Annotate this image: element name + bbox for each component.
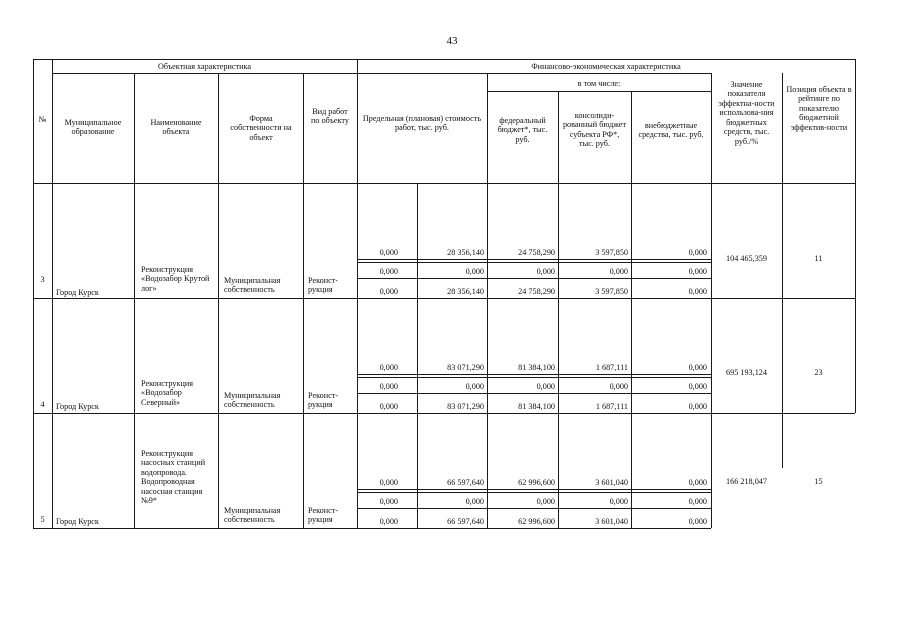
cell-value: 3 597,850 <box>595 287 628 296</box>
cell-value: 66 597,640 <box>447 517 484 526</box>
col-divider <box>631 91 632 528</box>
cell-value: 1 687,111 <box>595 363 628 372</box>
cell-value: 0,000 <box>609 382 628 391</box>
cell-value: 0,000 <box>379 267 398 276</box>
row-municipality: Город Курск <box>56 288 99 297</box>
cell-value: 81 384,100 <box>518 402 555 411</box>
cell-value: 0,000 <box>465 267 484 276</box>
cell-value: 0,000 <box>609 267 628 276</box>
row-rank: 15 <box>814 477 823 486</box>
col-divider <box>782 298 783 413</box>
column-header-offbudget: внебюджетные средства, тыс. руб. <box>638 121 704 140</box>
subrow-divider <box>357 508 711 509</box>
cell-value: 0,000 <box>536 382 555 391</box>
subrow-divider <box>357 374 711 375</box>
col-divider <box>558 91 559 528</box>
subrow-divider <box>357 489 711 490</box>
column-header-work-type: Вид работ по объекту <box>311 107 349 126</box>
cell-value: 0,000 <box>379 382 398 391</box>
col-divider <box>52 59 53 528</box>
row-rank: 23 <box>814 368 823 377</box>
subrow-divider <box>357 377 711 378</box>
cell-value: 0,000 <box>688 517 707 526</box>
row-efficiency: 104 465,359 <box>726 254 767 263</box>
group-header-divider <box>52 73 711 74</box>
cell-value: 0,000 <box>688 497 707 506</box>
cell-value: 0,000 <box>379 497 398 506</box>
subrow-divider <box>357 492 711 493</box>
cell-value: 3 597,850 <box>595 248 628 257</box>
row-num: 4 <box>40 400 45 409</box>
cell-value: 1 687,111 <box>595 402 628 411</box>
column-header-num: № <box>38 115 47 124</box>
table-border-right <box>855 59 856 413</box>
cell-value: 28 356,140 <box>447 287 484 296</box>
including-divider <box>487 91 711 92</box>
row-efficiency: 695 193,124 <box>726 368 767 377</box>
row-work-type: Реконст-рукция <box>308 276 339 295</box>
cell-value: 0,000 <box>379 363 398 372</box>
row-work-type: Реконст-рукция <box>308 506 339 525</box>
column-header-efficiency: Значение показателя эффектна-ности использова-ния бюджетных средств, тыс. руб./% <box>718 80 775 146</box>
table-border-left <box>33 59 34 528</box>
cell-value: 0,000 <box>379 402 398 411</box>
group-header-finance: Финансово-экономическая характеристика <box>531 62 681 71</box>
column-header-planned-cost: Предельная (плановая) стоимость работ, тыс. руб. <box>362 114 482 133</box>
cell-value: 66 597,640 <box>447 478 484 487</box>
row-work-type: Реконст-рукция <box>308 391 339 410</box>
cell-value: 24 758,290 <box>518 287 555 296</box>
cell-value: 62 996,600 <box>518 517 555 526</box>
cell-value: 0,000 <box>688 267 707 276</box>
cell-value: 0,000 <box>688 402 707 411</box>
cell-value: 0,000 <box>379 287 398 296</box>
cell-value: 0,000 <box>688 248 707 257</box>
row-num: 5 <box>40 515 45 524</box>
col-divider <box>487 73 488 528</box>
header-bottom <box>33 183 855 184</box>
group-header-including: в том числе: <box>577 79 621 88</box>
cell-value: 3 601,040 <box>595 517 628 526</box>
row-divider <box>33 413 855 414</box>
group-header-object: Объектная характеристика <box>157 62 251 71</box>
cell-value: 83 071,290 <box>447 363 484 372</box>
column-header-regional: консолиди-рованный бюджет субъекта РФ*, тыс. руб. <box>562 111 627 149</box>
cell-value: 83 071,290 <box>447 402 484 411</box>
cell-value: 0,000 <box>536 497 555 506</box>
subrow-divider <box>357 262 711 263</box>
col-divider <box>417 183 418 528</box>
cell-value: 24 758,290 <box>518 248 555 257</box>
row-ownership: Муниципальная собственность <box>224 391 281 410</box>
row-divider <box>33 298 855 299</box>
page-number: 43 <box>446 35 458 47</box>
row-efficiency: 166 218,047 <box>726 477 767 486</box>
cell-value: 0,000 <box>379 478 398 487</box>
cell-value: 3 601,040 <box>595 478 628 487</box>
row-ownership: Муниципальная собственность <box>224 506 281 525</box>
row-object-name: Реконструкция насосных станций водопровода. Водопроводная насосная станция №9* <box>141 449 206 506</box>
column-header-rank: Позиция объекта в рейтинге по показателю бюджетной эффектив-ности <box>786 85 852 132</box>
cell-value: 0,000 <box>688 478 707 487</box>
col-divider <box>782 413 783 468</box>
row-ownership: Муниципальная собственность <box>224 276 281 295</box>
column-header-federal: федеральный бюджет*, тыс. руб. <box>497 116 548 144</box>
row-num: 3 <box>40 275 45 284</box>
cell-value: 0,000 <box>379 248 398 257</box>
column-header-object-name: Наименование объекта <box>150 118 202 137</box>
col-divider <box>218 73 219 528</box>
table-border-top <box>33 59 855 60</box>
cell-value: 28 356,140 <box>447 248 484 257</box>
cell-value: 62 996,600 <box>518 478 555 487</box>
col-divider <box>134 73 135 528</box>
col-divider <box>303 73 304 528</box>
cell-value: 0,000 <box>536 267 555 276</box>
col-divider <box>711 73 712 528</box>
row-municipality: Город Курск <box>56 402 99 411</box>
cell-value: 0,000 <box>379 517 398 526</box>
col-divider <box>782 73 783 298</box>
cell-value: 0,000 <box>609 497 628 506</box>
row-rank: 11 <box>814 254 823 263</box>
row-municipality: Город Курск <box>56 517 99 526</box>
column-header-municipality: Муниципальное образование <box>64 118 122 137</box>
cell-value: 0,000 <box>465 382 484 391</box>
table-border-bottom <box>33 528 711 529</box>
subrow-divider <box>357 278 711 279</box>
cell-value: 0,000 <box>688 287 707 296</box>
row-object-name: Реконструкция «Водозабор Северный» <box>141 379 194 407</box>
cell-value: 0,000 <box>688 363 707 372</box>
row-object-name: Реконструкция «Водозабор Крутой лог» <box>141 265 210 293</box>
subrow-divider <box>357 393 711 394</box>
cell-value: 81 384,100 <box>518 363 555 372</box>
column-header-ownership: Форма собственности на объект <box>230 114 292 142</box>
cell-value: 0,000 <box>465 497 484 506</box>
subrow-divider <box>357 259 711 260</box>
cell-value: 0,000 <box>688 382 707 391</box>
